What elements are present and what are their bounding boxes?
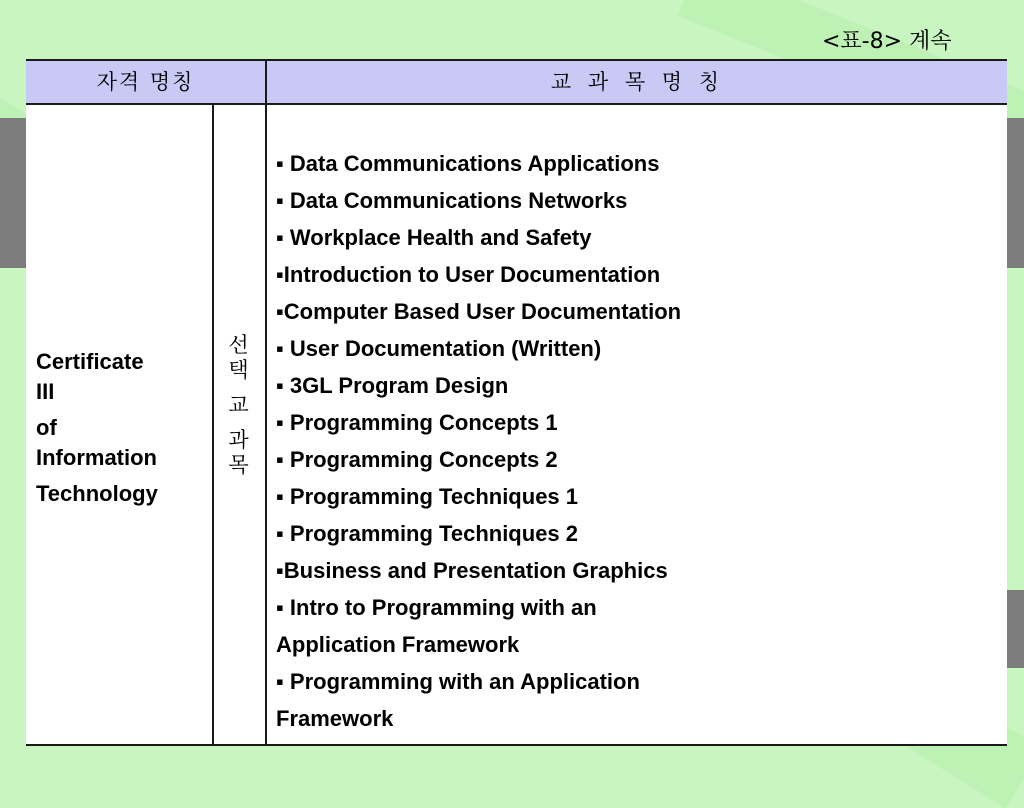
list-item: ▪ User Documentation (Written) bbox=[276, 336, 602, 361]
qualification-text: Information bbox=[36, 445, 157, 470]
qualification-text: III bbox=[36, 379, 55, 404]
list-item: ▪ Data Communications Applications bbox=[276, 151, 660, 176]
list-item: ▪ Programming Techniques 1 bbox=[276, 484, 579, 509]
elective-category-cell bbox=[212, 333, 265, 478]
header-course-name: 교 과 목 명 칭 bbox=[550, 70, 722, 94]
course-list bbox=[276, 145, 996, 737]
category-char: 교 bbox=[228, 393, 249, 417]
list-item: ▪ Programming Concepts 1 bbox=[276, 410, 558, 435]
list-item: ▪ Intro to Programming with an bbox=[276, 595, 597, 620]
category-char: 택 bbox=[228, 358, 249, 382]
list-item: ▪Business and Presentation Graphics bbox=[276, 558, 668, 583]
list-item: ▪Computer Based User Documentation bbox=[276, 299, 682, 324]
list-item: Framework bbox=[276, 706, 394, 731]
side-decoration bbox=[0, 118, 26, 268]
list-item: ▪ Workplace Health and Safety bbox=[276, 225, 592, 250]
list-item: ▪ Programming Concepts 2 bbox=[276, 447, 558, 472]
list-item: Application Framework bbox=[276, 632, 520, 657]
qualification-text: Certificate bbox=[36, 349, 144, 374]
category-char: 선 bbox=[228, 333, 249, 357]
side-decoration bbox=[1007, 590, 1024, 668]
side-decoration bbox=[1007, 118, 1024, 170]
list-item: ▪ Programming Techniques 2 bbox=[276, 521, 579, 546]
list-item: ▪ Programming with an Application bbox=[276, 669, 640, 694]
list-item: ▪ Data Communications Networks bbox=[276, 188, 628, 213]
column-divider bbox=[265, 61, 267, 744]
qualification-text: of bbox=[36, 415, 57, 440]
side-decoration bbox=[1007, 170, 1024, 268]
header-qualification-name: 자격 명칭 bbox=[96, 70, 195, 94]
list-item: ▪ 3GL Program Design bbox=[276, 373, 509, 398]
category-char: 목 bbox=[228, 453, 249, 477]
qualification-text: Technology bbox=[36, 481, 158, 506]
list-item: ▪Introduction to User Documentation bbox=[276, 262, 661, 287]
category-char: 과 bbox=[228, 428, 249, 452]
table-header-row bbox=[26, 61, 1007, 105]
table-caption: <표-8> 계속 bbox=[822, 29, 952, 54]
curriculum-table bbox=[26, 59, 1007, 746]
qualification-name-cell bbox=[36, 347, 206, 509]
